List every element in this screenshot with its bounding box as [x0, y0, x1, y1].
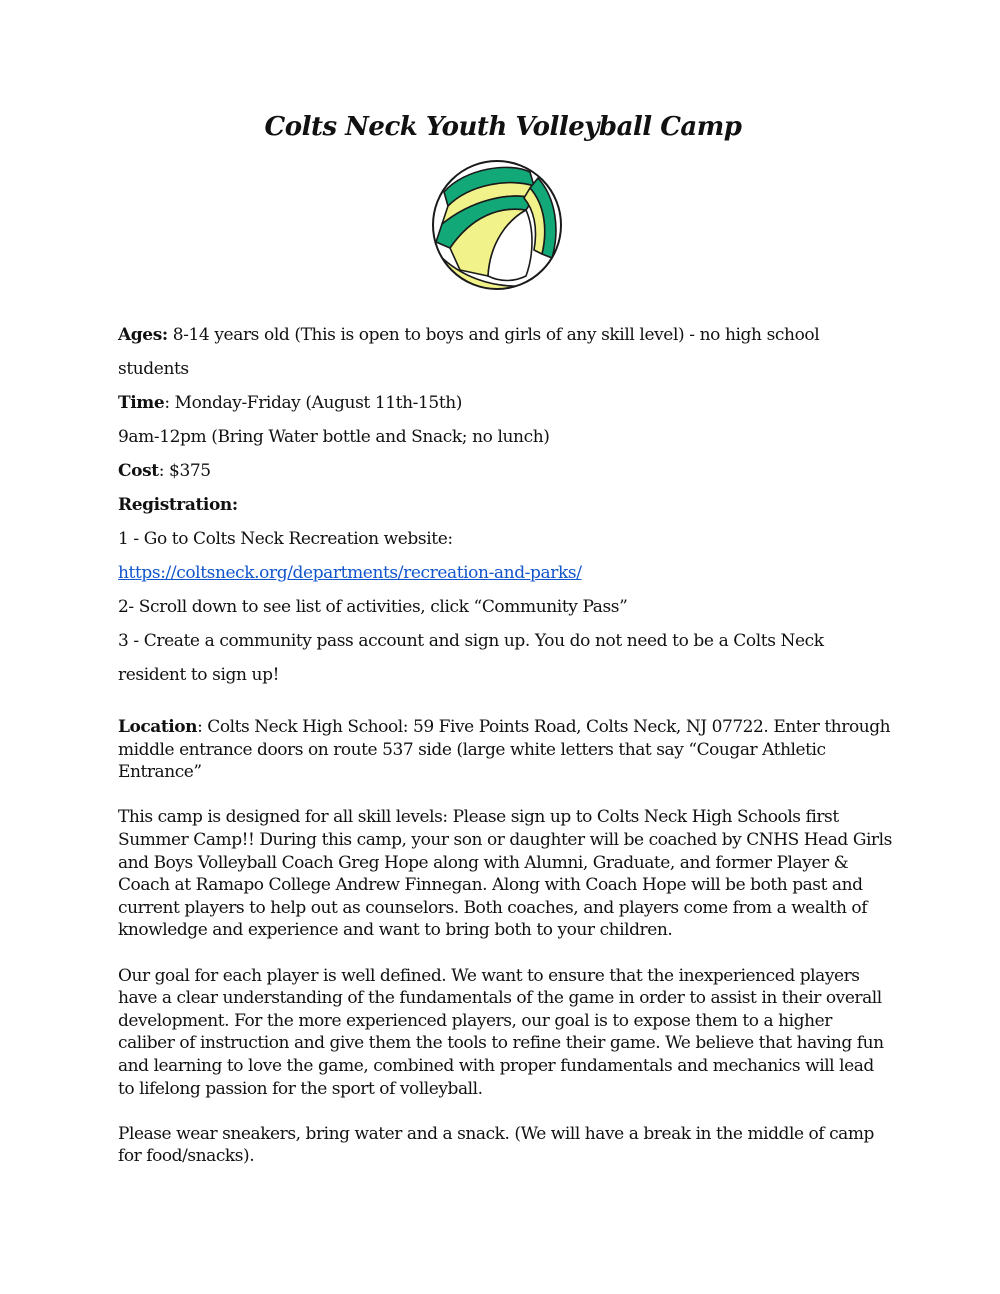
registration-step-3: 3 - Create a community pass account and sign up. You do not need to be a Colts Neck resident to sign up! — [118, 631, 824, 685]
registration-step-2: 2- Scroll down to see list of activities, click “Community Pass” — [118, 597, 628, 617]
cost-label: Cost — [118, 461, 159, 481]
registration-heading — [118, 488, 888, 522]
location-paragraph — [118, 716, 893, 784]
cost-line — [118, 454, 888, 488]
what-to-bring-paragraph: Please wear sneakers, bring water and a snack. (We will have a break in the middle of camp for food/snacks). — [118, 1123, 874, 1167]
camp-description-section — [118, 716, 893, 1190]
location-label: Location — [118, 717, 198, 737]
registration-label: Registration: — [118, 495, 238, 515]
camp-details — [118, 318, 888, 692]
location-text: : Colts Neck High School: 59 Five Points Road, Colts Neck, NJ 07722. Enter through middle entrance doors on route 537 side (large white letters that say “Cougar Athletic Entrance” — [118, 717, 891, 783]
goal-paragraph: Our goal for each player is well defined. We want to ensure that the inexperienced players have a clear understanding of the fundamentals of the game in order to assist in their overall development. For the more experienced players, our goal is to expose them to a higher caliber of instruction and give them the tools to refine their game. We believe that having fun and learning to love the game, combined with proper fundamentals and mechanics will lead to lifelong passion for the sport of volleyball. — [118, 965, 884, 1099]
ages-value: 8-14 years old (This is open to boys and girls of any skill level) - no high school students — [118, 325, 820, 379]
hours-line: 9am-12pm (Bring Water bottle and Snack; no lunch) — [118, 427, 550, 447]
ages-line — [118, 318, 888, 386]
time-line — [118, 386, 888, 420]
website-link-line — [118, 556, 888, 590]
cost-value: : $375 — [158, 461, 211, 481]
time-value: : Monday-Friday (August 11th-15th) — [164, 393, 463, 413]
page-title: Colts Neck Youth Volleyball Camp — [264, 112, 742, 142]
time-label: Time — [118, 393, 165, 413]
camp-description-paragraph: This camp is designed for all skill levels: Please sign up to Colts Neck High Schools first Summer Camp!! During this camp, your son or daughter will be coached by CNHS Head Girls and Boys Volleyball Coach Greg Hope along with Alumni, Graduate, and former Player & Coach at Ramapo College Andrew Finnegan. Along with Coach Hope will be both past and current players to help out as counselors. Both coaches, and players come from a wealth of knowledge and experience and want to bring both to your children. — [118, 807, 892, 941]
recreation-website-link[interactable]: https://coltsneck.org/departments/recreation-and-parks/ — [118, 563, 582, 583]
volleyball-icon — [430, 158, 564, 292]
ages-label: Ages: — [118, 325, 168, 345]
registration-step-1: 1 - Go to Colts Neck Recreation website: — [118, 529, 453, 549]
